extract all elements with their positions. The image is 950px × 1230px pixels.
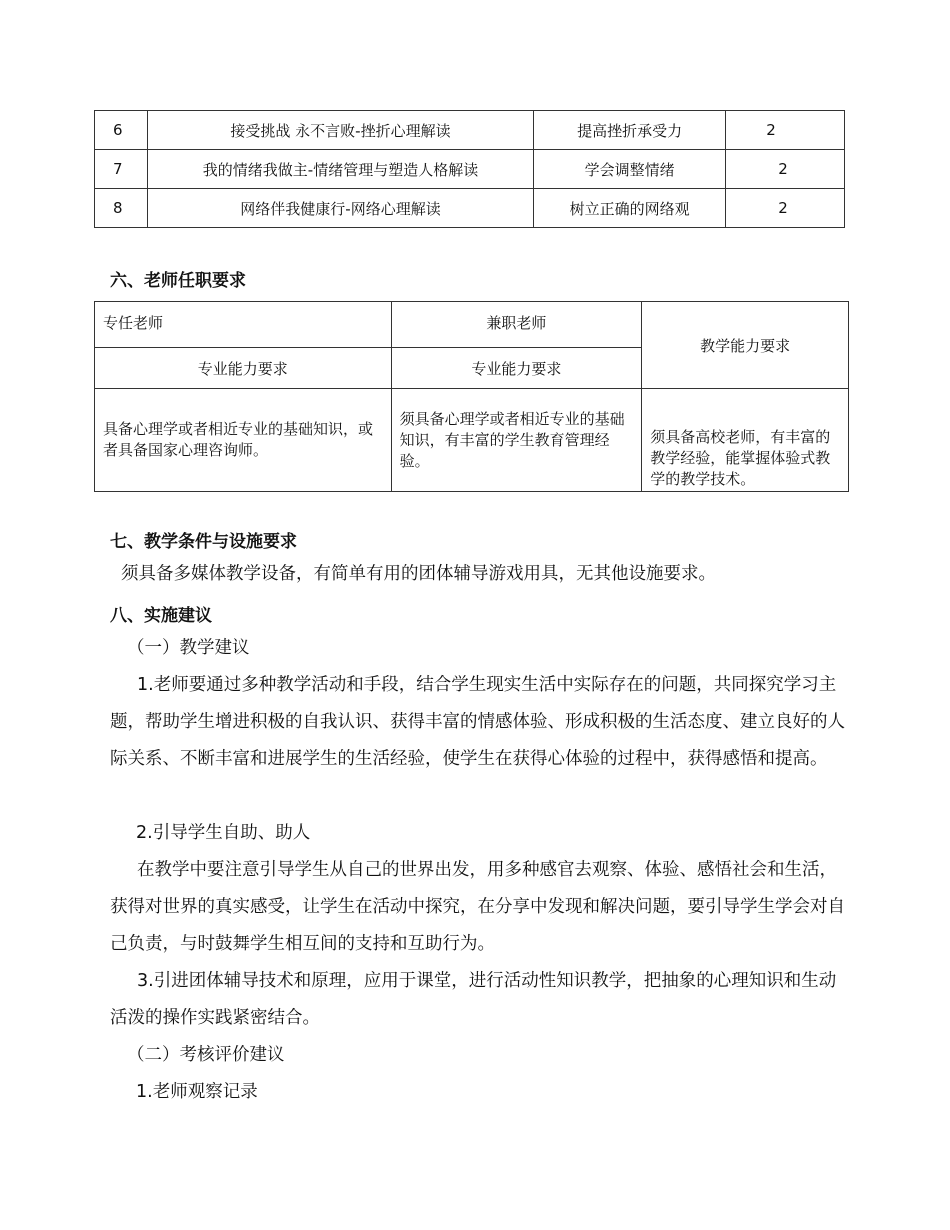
row-title: 我的情绪我做主-情绪管理与塑造人格解读 bbox=[147, 150, 533, 189]
fulltime-subheader: 专业能力要求 bbox=[95, 348, 392, 389]
advice-paragraph-1: 1.老师要通过多种教学活动和手段，结合学生现实生活中实际存在的问题，共同探究学习主题，帮助学生增进积极的自我认识、获得丰富的情感体验、形成积极的生活态度、建立良好的人际关系、不断丰富和进展学生的生活经验，使学生在获得心体验的过程中，获得感悟和提高。 bbox=[110, 675, 845, 769]
teaching-requirement: 须具备高校老师，有丰富的教学经验，能掌握体验式教学的教学技术。 bbox=[642, 389, 849, 492]
row-hours: 2 bbox=[726, 111, 845, 150]
row-number: 7 bbox=[95, 150, 148, 189]
row-goal: 学会调整情绪 bbox=[534, 150, 726, 189]
teaching-ability-header: 教学能力要求 bbox=[642, 302, 849, 389]
advice-paragraph-2: 在教学中要注意引导学生从自己的世界出发，用多种感官去观察、体验、感悟社会和生活，获得对世界的真实感受，让学生在活动中探究，在分享中发现和解决问题，要引导学生学会对自己负责，与时鼓舞学生相互间的支持和互助行为。 bbox=[110, 860, 845, 954]
assessment-subheading: （二）考核评价建议 bbox=[127, 1045, 285, 1065]
teaching-advice-subheading: （一）教学建议 bbox=[127, 638, 250, 658]
assessment-item-1: 1.老师观察记录 bbox=[136, 1082, 258, 1102]
parttime-header: 兼职老师 bbox=[391, 302, 642, 348]
section-8-heading: 八、实施建议 bbox=[110, 606, 212, 626]
teacher-requirements-table bbox=[94, 301, 849, 492]
row-goal: 提高挫折承受力 bbox=[534, 111, 726, 150]
advice-2-title: 2.引导学生自助、助人 bbox=[136, 823, 311, 843]
row-title: 接受挑战 永不言败-挫折心理解读 bbox=[147, 111, 533, 150]
table-row bbox=[95, 150, 845, 189]
table-row bbox=[95, 111, 845, 150]
section-6-heading: 六、老师任职要求 bbox=[110, 271, 246, 291]
fulltime-header: 专任老师 bbox=[95, 302, 392, 348]
fulltime-requirement: 具备心理学或者相近专业的基础知识，或者具备国家心理咨询师。 bbox=[95, 389, 392, 492]
section-7-heading: 七、教学条件与设施要求 bbox=[110, 532, 297, 552]
parttime-requirement: 须具备心理学或者相近专业的基础知识，有丰富的学生教育管理经验。 bbox=[391, 389, 642, 492]
row-hours: 2 bbox=[726, 150, 845, 189]
row-number: 6 bbox=[95, 111, 148, 150]
row-number: 8 bbox=[95, 189, 148, 228]
row-title: 网络伴我健康行-网络心理解读 bbox=[147, 189, 533, 228]
section-7-text: 须具备多媒体教学设备，有简单有用的团体辅导游戏用具，无其他设施要求。 bbox=[121, 564, 716, 584]
table-row bbox=[95, 189, 845, 228]
course-table bbox=[94, 110, 845, 228]
row-goal: 树立正确的网络观 bbox=[534, 189, 726, 228]
advice-paragraph-3: 3.引进团体辅导技术和原理，应用于课堂，进行活动性知识教学，把抽象的心理知识和生动活泼的操作实践紧密结合。 bbox=[110, 971, 837, 1028]
row-hours: 2 bbox=[726, 189, 845, 228]
parttime-subheader: 专业能力要求 bbox=[391, 348, 642, 389]
